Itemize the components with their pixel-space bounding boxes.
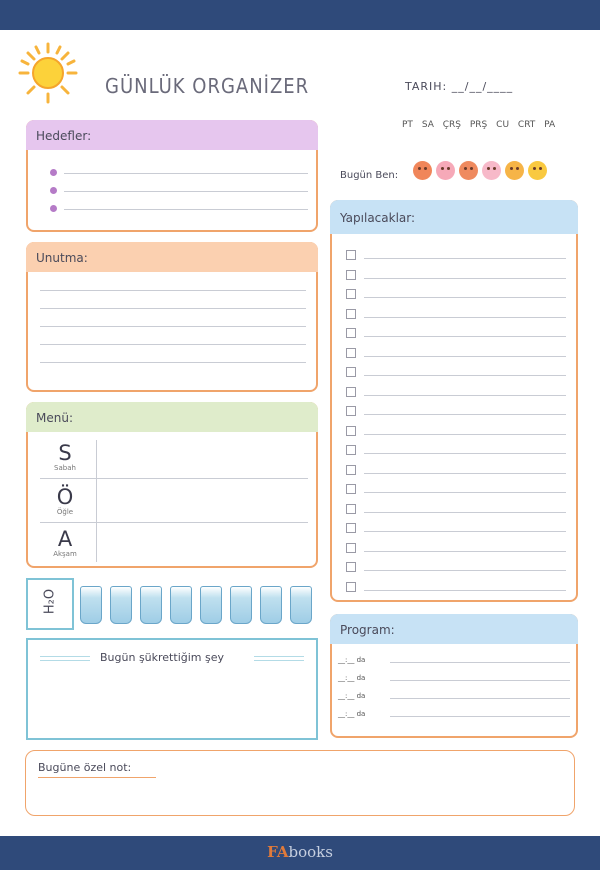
program-section (330, 614, 578, 738)
special-note-title: Bugüne özel not: (38, 761, 132, 774)
water-glass-icon[interactable] (140, 586, 162, 624)
bullet-icon (50, 205, 57, 212)
todo-checkbox[interactable] (346, 309, 356, 319)
weekday[interactable]: PRŞ (469, 120, 488, 130)
menu-section (26, 402, 318, 568)
note-line[interactable] (40, 290, 306, 291)
special-note-section[interactable] (25, 750, 575, 816)
weekday[interactable]: CRT (517, 120, 536, 130)
todo-checkbox[interactable] (346, 426, 356, 436)
mood-label: Bugün Ben: (340, 170, 399, 181)
todo-header (330, 200, 578, 234)
happy-face-icon[interactable] (505, 161, 524, 180)
calm-face-icon[interactable] (482, 161, 501, 180)
todo-line[interactable] (364, 395, 566, 396)
remember-title: Unutma: (36, 251, 88, 265)
sun-icon (18, 42, 78, 104)
publisher-logo (0, 843, 600, 861)
weekday-row (402, 120, 555, 130)
title-underline (38, 777, 156, 778)
note-line[interactable] (40, 308, 306, 309)
time-slot[interactable]: __:__ da (338, 674, 366, 682)
sick-face-icon[interactable] (459, 161, 478, 180)
todo-checkbox[interactable] (346, 289, 356, 299)
todo-checkbox[interactable] (346, 582, 356, 592)
date-field[interactable]: TARIH: __/__/____ (405, 80, 514, 93)
todo-line[interactable] (364, 356, 566, 357)
brand-books: books (288, 843, 333, 861)
gratitude-title: Bugün şükrettiğim şey (100, 651, 225, 664)
goals-title: Hedefler: (36, 129, 92, 143)
weekday[interactable]: PA (544, 120, 556, 130)
todo-title: Yapılacaklar: (340, 211, 416, 225)
meal-line[interactable] (40, 522, 308, 523)
water-label: H₂O (42, 588, 58, 615)
todo-line[interactable] (364, 492, 566, 493)
todo-checkbox[interactable] (346, 484, 356, 494)
todo-line[interactable] (364, 531, 566, 532)
goals-header (26, 120, 318, 150)
todo-line[interactable] (364, 590, 566, 591)
todo-checkbox[interactable] (346, 406, 356, 416)
meal-letter: S (58, 441, 72, 465)
todo-checkbox[interactable] (346, 250, 356, 260)
todo-checkbox[interactable] (346, 504, 356, 514)
todo-checkbox[interactable] (346, 562, 356, 572)
todo-checkbox[interactable] (346, 387, 356, 397)
note-line[interactable] (40, 344, 306, 345)
todo-line[interactable] (364, 453, 566, 454)
neutral-face-icon[interactable] (436, 161, 455, 180)
todo-checkbox[interactable] (346, 367, 356, 377)
top-banner (0, 0, 600, 30)
water-glass-icon[interactable] (230, 586, 252, 624)
brand-fa: FA (267, 843, 289, 861)
meal-label: Akşam (53, 550, 77, 558)
todo-line[interactable] (364, 473, 566, 474)
water-glass-icon[interactable] (110, 586, 132, 624)
meal-dinner (50, 528, 80, 558)
todo-checkbox[interactable] (346, 465, 356, 475)
todo-line[interactable] (364, 434, 566, 435)
todo-line[interactable] (364, 278, 566, 279)
todo-line[interactable] (364, 551, 566, 552)
mood-selector (413, 161, 547, 180)
time-slot[interactable]: __:__ da (338, 710, 366, 718)
todo-line[interactable] (364, 375, 566, 376)
todo-checkbox[interactable] (346, 348, 356, 358)
meal-line[interactable] (40, 478, 308, 479)
todo-checkbox[interactable] (346, 445, 356, 455)
weekday[interactable]: SA (421, 120, 434, 130)
angry-face-icon[interactable] (413, 161, 432, 180)
meal-label: Öğle (56, 508, 74, 516)
todo-line[interactable] (364, 258, 566, 259)
divider (40, 656, 90, 657)
program-line[interactable] (390, 716, 570, 717)
divider (254, 656, 304, 657)
water-glass-icon[interactable] (260, 586, 282, 624)
meal-letter: A (57, 527, 73, 551)
program-line[interactable] (390, 662, 570, 663)
water-glass-icon[interactable] (170, 586, 192, 624)
meal-lunch (50, 486, 80, 516)
goals-section (26, 120, 318, 232)
program-title: Program: (340, 623, 395, 637)
meal-breakfast (50, 442, 80, 472)
remember-section (26, 242, 318, 392)
program-line[interactable] (390, 680, 570, 681)
menu-header (26, 402, 318, 432)
todo-section (330, 200, 578, 602)
gratitude-section (26, 638, 318, 740)
bullet-icon (50, 169, 57, 176)
goal-line[interactable] (64, 173, 308, 174)
program-header (330, 614, 578, 644)
water-glass-icon[interactable] (80, 586, 102, 624)
water-glass-icon[interactable] (290, 586, 312, 624)
time-slot[interactable]: __:__ da (338, 656, 366, 664)
smile-face-icon[interactable] (528, 161, 547, 180)
water-label-box (26, 578, 74, 630)
water-glass-icon[interactable] (200, 586, 222, 624)
remember-header (26, 242, 318, 272)
todo-line[interactable] (364, 414, 566, 415)
bullet-icon (50, 187, 57, 194)
divider (40, 660, 90, 661)
weekday[interactable]: ÇRŞ (442, 120, 461, 130)
program-line[interactable] (390, 698, 570, 699)
todo-line[interactable] (364, 297, 566, 298)
page-title: GÜNLÜK ORGANİZER (105, 74, 310, 98)
meal-letter: Ö (56, 485, 74, 509)
weekday[interactable]: PT (402, 120, 413, 130)
note-line[interactable] (40, 362, 306, 363)
todo-line[interactable] (364, 317, 566, 318)
todo-line[interactable] (364, 570, 566, 571)
todo-line[interactable] (364, 336, 566, 337)
menu-divider (96, 440, 97, 562)
todo-checkbox[interactable] (346, 328, 356, 338)
todo-checkbox[interactable] (346, 523, 356, 533)
goal-line[interactable] (64, 191, 308, 192)
todo-line[interactable] (364, 512, 566, 513)
todo-checkbox[interactable] (346, 270, 356, 280)
divider (254, 660, 304, 661)
meal-label: Sabah (54, 464, 76, 472)
goal-line[interactable] (64, 209, 308, 210)
weekday[interactable]: CU (496, 120, 510, 130)
todo-checkbox[interactable] (346, 543, 356, 553)
menu-title: Menü: (36, 411, 73, 425)
note-line[interactable] (40, 326, 306, 327)
time-slot[interactable]: __:__ da (338, 692, 366, 700)
